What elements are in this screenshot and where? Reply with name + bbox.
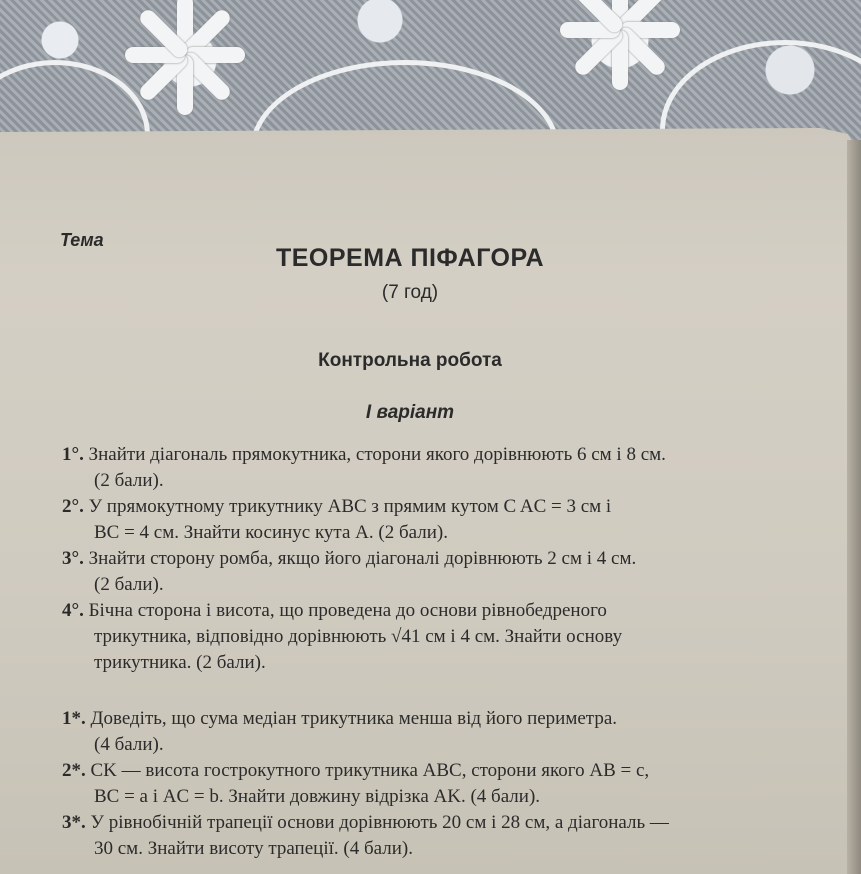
task-text: (4 бали). bbox=[94, 734, 164, 755]
task-text: Доведіть, що сума медіан трикутника менша від його периметра. bbox=[90, 708, 618, 729]
task-text: 30 см. Знайти висоту трапеції. (4 бали). bbox=[94, 838, 413, 859]
task-number: 2*. bbox=[62, 760, 86, 781]
task-number: 4°. bbox=[62, 600, 84, 621]
hours-note: (7 год) bbox=[381, 282, 439, 303]
task-text: У рівнобічній трапеції основи дорівнюють 20 см і 28 см, а діагональ — bbox=[90, 812, 669, 833]
task-text: BC = a і AC = b. Знайти довжину відрізка AK. (4 бали). bbox=[94, 786, 541, 807]
task-number: 3*. bbox=[62, 812, 86, 833]
task-item bbox=[62, 494, 772, 546]
task-item bbox=[62, 598, 772, 676]
task-text: CK — висота гострокутного трикутника ABC, сторони якого AB = c, bbox=[90, 760, 650, 781]
task-text: трикутника. (2 бали). bbox=[94, 652, 266, 673]
task-text: (2 бали). bbox=[94, 574, 164, 595]
task-text: Знайти діагональ прямокутника, сторони якого дорівнюють 6 см і 8 см. bbox=[88, 444, 666, 465]
task-item bbox=[62, 706, 772, 758]
task-number: 1*. bbox=[62, 708, 86, 729]
work-title: Контрольна робота bbox=[318, 350, 502, 371]
task-text: Знайти сторону ромба, якщо його діагоналі дорівнюють 2 см і 4 см. bbox=[88, 548, 637, 569]
task-item bbox=[62, 546, 772, 598]
task-item bbox=[62, 442, 772, 494]
task-text: У прямокутному трикутнику ABC з прямим кутом C AC = 3 см і bbox=[88, 496, 612, 517]
task-number: 1°. bbox=[62, 444, 84, 465]
task-item bbox=[62, 758, 772, 810]
task-number: 2°. bbox=[62, 496, 84, 517]
variant-title: І варіант bbox=[365, 402, 455, 423]
task-number: 3°. bbox=[62, 548, 84, 569]
task-item bbox=[62, 810, 772, 862]
task-text: (2 бали). bbox=[94, 470, 164, 491]
task-text: BC = 4 см. Знайти косинус кута A. (2 бали). bbox=[94, 522, 448, 543]
topic-label: Тема bbox=[60, 230, 104, 250]
task-text: Бічна сторона і висота, що проведена до основи рівнобедреного bbox=[88, 600, 607, 621]
page-title: ТЕОРЕМА ПІФАГОРА bbox=[275, 244, 545, 272]
task-text: трикутника, відповідно дорівнюють √41 см і 4 см. Знайти основу bbox=[94, 626, 623, 647]
